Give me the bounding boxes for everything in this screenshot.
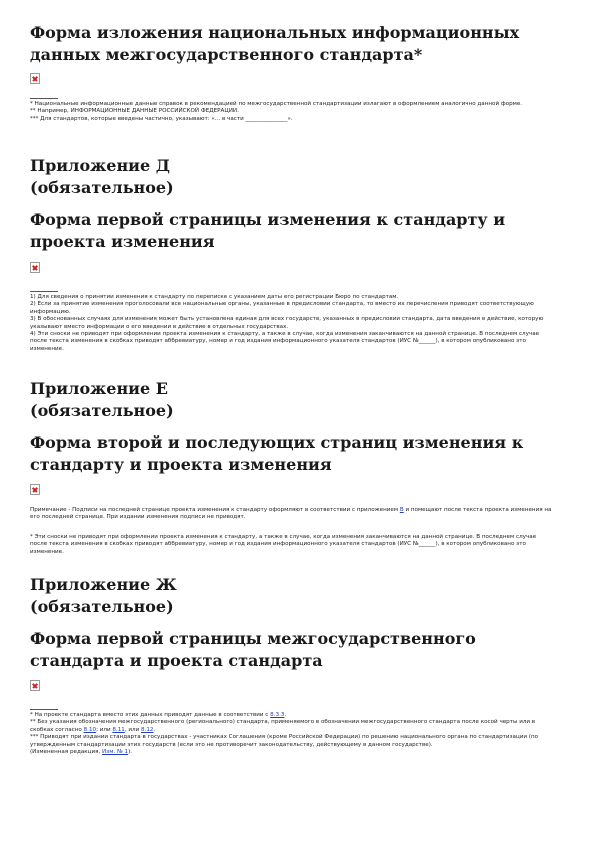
section-title-amendment-first-page: Форма первой страницы изменения к стандарту и проекта изменения (30, 210, 506, 251)
footnote-3: 3) В обоснованных случаях для изменения может быть установлена единая для всех государств, указанных в предисловии стандарта, дата введения в действие, которую указывают вместо информации о его введении в действие в отдельных государствах. (30, 316, 544, 330)
broken-image-icon (30, 73, 40, 84)
broken-image-icon (30, 680, 40, 691)
footnote-3: *** Для стандартов, которые введены частично, указывают: «... в части _______________». (30, 115, 293, 122)
broken-image-icon (30, 484, 40, 495)
clause-8-11-link[interactable]: 8.11 (112, 726, 125, 733)
revision-note: (Измененная редакция, (30, 749, 103, 756)
punct: ). (128, 749, 133, 756)
appendix-v-link[interactable]: В (399, 507, 404, 513)
footnote-1: 1) Для сведения о принятии изменения к стандарту по переписке с указанием даты его регистрации Бюро по стандартам. (30, 294, 399, 300)
footnote-2: ** Без указания обозначения межгосударственного (регионального) стандарта, применяемого в обозначении межгосударственного стандарта после косой черты или в скобках согласно (30, 719, 536, 733)
clause-8-10-link[interactable]: 8.10 (83, 726, 97, 733)
appendix-d-heading: Приложение Д (обязательное) (30, 156, 174, 197)
appendix-zh-heading: Приложение Ж (обязательное) (30, 575, 177, 616)
section-title-standard-first-page: Форма первой страницы межгосударственного стандарта и проекта стандарта (30, 629, 476, 670)
footnote-divider (30, 291, 58, 292)
section-title-amendment-next-pages: Форма второй и последующих страниц изменения к стандарту и проекта изменения (30, 433, 524, 474)
amendment-1-link[interactable]: Изм. № 1 (102, 749, 129, 756)
note-text: Примечание - Подписи на последней странице проекта изменения к стандарту оформляют в соответствии с приложением (30, 507, 400, 513)
footnote-1: * На проекте стандарта вместо этих данных приводят данные в соответствии с (30, 712, 271, 718)
clause-8-3-3-link[interactable]: 8.3.3 (270, 712, 285, 718)
note-signatures (30, 507, 555, 522)
footnote-amendment-next (30, 534, 555, 556)
separator: ; или (96, 726, 113, 733)
separator: , или (124, 726, 142, 733)
clause-8-12-link[interactable]: 8.12 (141, 726, 154, 733)
footnotes-national-info (30, 101, 555, 123)
footnote-divider (30, 98, 58, 99)
footnote-divider (30, 709, 58, 710)
footnote-4: 4) Эти сноски не приводят при оформлении проекта изменения к стандарту, а также в случае, когда изменения заканчиваются на данной странице. В последнем случае после текста изменения в скобках приводят аббревиатуру, номер и год издания информационного указателя стандартов (ИУС №______), в котором опубликовано это изменение. (30, 331, 540, 352)
note-text-tail: и помещают после текста проекта изменения на его последней странице. При издании изменения подписи не приводят. (30, 507, 552, 521)
punct: . (284, 712, 287, 718)
footnote-1: * Эти сноски не приводят при оформлении проекта изменения к стандарту, а также в случае, когда изменения заканчиваются на данной странице. В последнем случае после текста изменения в скобках приводят аббревиатуру, номер и год издания информационного указателя стандартов (ИУС №______), в котором опубликовано это изменение. (30, 534, 537, 555)
broken-image-icon (30, 262, 40, 273)
footnote-2: ** Например, ИНФОРМАЦИОННЫЕ ДАННЫЕ РОССИЙСКОЙ ФЕДЕРАЦИИ. (30, 108, 239, 115)
footnote-3: *** Приводят при издании стандарта в государствах - участниках Соглашения (кроме Российской Федерации) по решению национального органа по стандартизации (по утвержденным стандартизации этих государств (если это не противоречит законодательству, действующему в данном государстве). (30, 734, 539, 748)
footnote-2: 2) Если за принятие изменения проголосовали все национальные органы, указанные в предисловии стандарта, то вместо их перечисления приводят соответствующую информацию. (30, 301, 534, 315)
footnotes-amendment (30, 294, 555, 353)
footnote-1: * Национальные информационные данные справок в рекомендацией по межгосударственной стандартизации излагают в оформлением аналогично данной форме. (30, 101, 523, 107)
appendix-e-heading: Приложение Е (обязательное) (30, 379, 174, 420)
punct: . (153, 726, 156, 733)
footnotes-standard (30, 712, 555, 756)
section-title-national-info-form: Форма изложения национальных информационных данных межгосударственного стандарта* (30, 23, 520, 64)
